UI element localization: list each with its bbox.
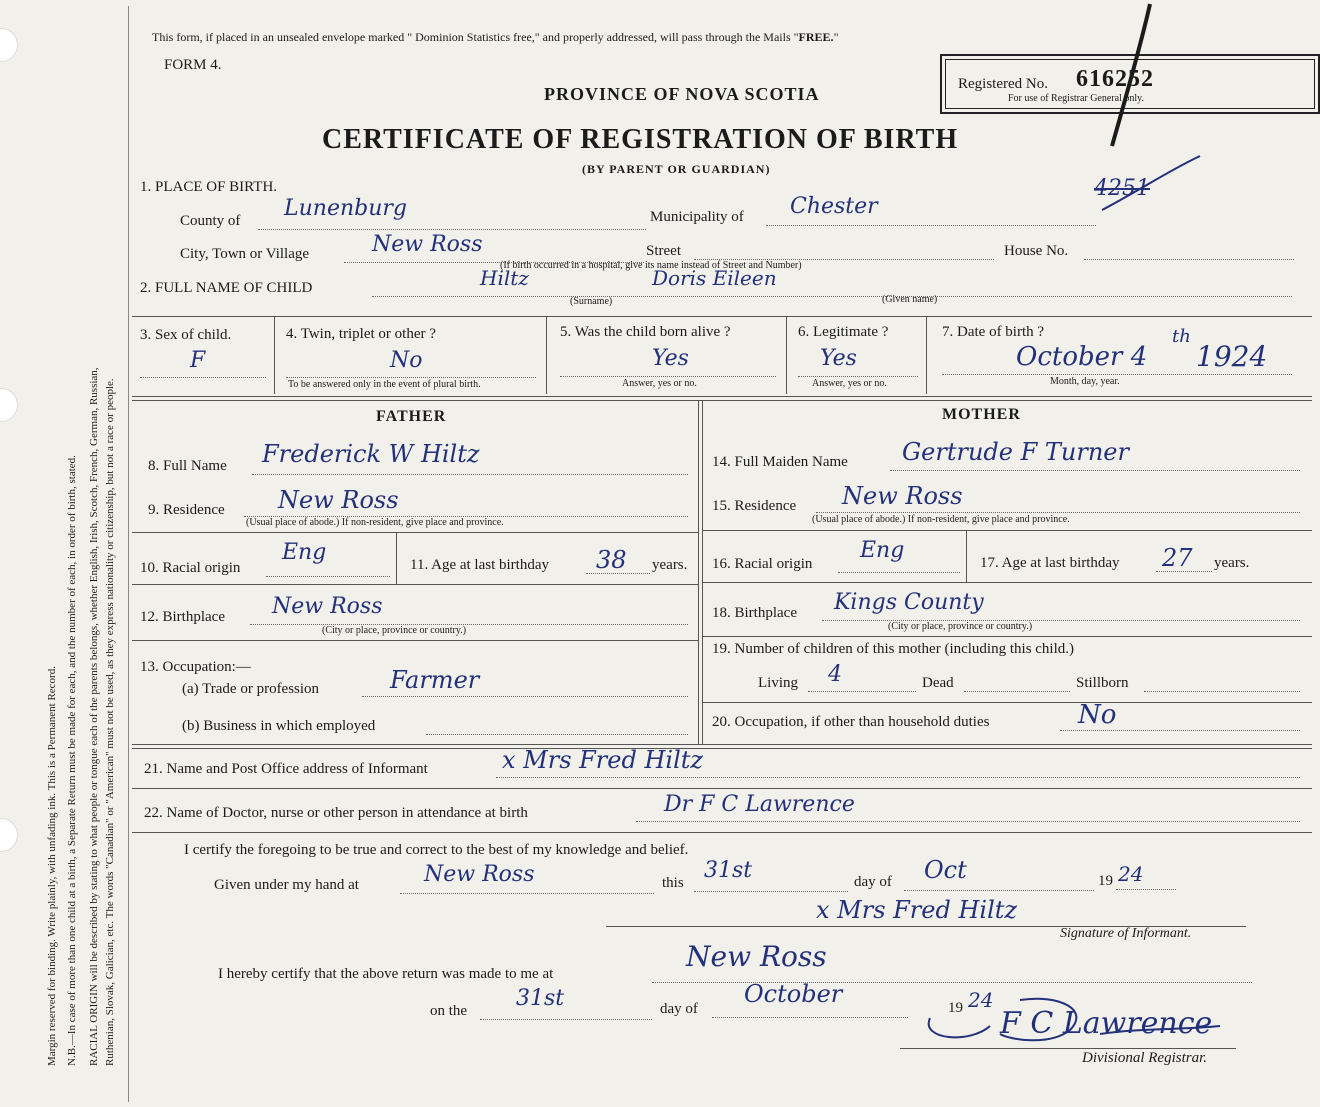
- born-alive-label: 5. Was the child born alive ?: [560, 324, 731, 340]
- father-birthplace-note: (City or place, province or country.): [322, 625, 467, 636]
- legitimate-label: 6. Legitimate ?: [798, 324, 889, 340]
- dead-label: Dead: [922, 675, 954, 691]
- father-business-label: (b) Business in which employed: [182, 718, 376, 734]
- street-label: Street: [646, 243, 681, 259]
- return-made-label: I hereby certify that the above return was made to me at: [218, 966, 554, 982]
- mother-birthplace-value: Kings County: [834, 590, 984, 615]
- date-of-birth-label: 7. Date of birth ?: [942, 324, 1045, 340]
- child-given-name-value: Doris Eileen: [652, 266, 777, 290]
- registrar-check-mark: [1080, 0, 1190, 150]
- mother-residence-label: 15. Residence: [712, 498, 797, 514]
- twin-label: 4. Twin, triplet or other ?: [286, 326, 436, 342]
- hospital-note: (If birth occurred in a hospital, give its name instead of Street and Number): [500, 260, 802, 271]
- legitimate-note: Answer, yes or no.: [812, 378, 887, 389]
- registered-value: 616252: [1076, 66, 1154, 92]
- father-name-value: Frederick W Hiltz: [262, 440, 480, 468]
- margin-racial-note-1: RACIAL ORIGIN will be described by stating to what people or tongue each of the parents belongs, whether English, Irish, Scotch, French, German, Russian,: [88, 367, 100, 1066]
- date-of-birth-suffix: th: [1172, 326, 1191, 347]
- given-day-of-label: day of: [854, 874, 892, 890]
- doctor-value: Dr F C Lawrence: [664, 792, 855, 817]
- margin-rule: [128, 6, 129, 1102]
- mother-occupation-label: 20. Occupation, if other than household duties: [712, 714, 990, 730]
- certificate-subtitle: (BY PARENT OR GUARDIAN): [582, 162, 771, 176]
- twin-value: No: [390, 348, 423, 373]
- this-label: this: [662, 875, 684, 891]
- father-trade-label: (a) Trade or profession: [182, 681, 320, 697]
- father-age-label: 11. Age at last birthday: [410, 557, 549, 573]
- registrar-note: For use of Registrar General only.: [1008, 93, 1144, 104]
- place-of-birth-heading: 1. PLACE OF BIRTH.: [140, 179, 278, 195]
- mother-birthplace-label: 18. Birthplace: [712, 605, 797, 621]
- certification-statement: I certify the foregoing to be true and correct to the best of my knowledge and belief.: [184, 842, 689, 858]
- margin-racial-note-2: Ruthenian, Slovak, Galician, etc. The words "Canadian" or "American" must not be used, as they express nationality or citizenship, but not a race or people.: [104, 378, 116, 1066]
- father-residence-value: New Ross: [278, 486, 399, 514]
- binding-hole-middle: [0, 388, 18, 422]
- city-label: City, Town or Village: [180, 246, 310, 262]
- mother-age-label: 17. Age at last birthday: [980, 555, 1120, 571]
- informant-signature: x Mrs Fred Hiltz: [816, 896, 1018, 924]
- twin-note: To be answered only in the event of plural birth.: [288, 379, 481, 390]
- sex-label: 3. Sex of child.: [140, 327, 232, 343]
- born-alive-value: Yes: [652, 346, 689, 371]
- mother-age-value: 27: [1162, 544, 1193, 572]
- certificate-title: CERTIFICATE OF REGISTRATION OF BIRTH: [322, 124, 959, 155]
- date-of-birth-year: 1924: [1196, 340, 1268, 373]
- registrar-signature-flourish: [900, 990, 1230, 1050]
- father-age-value: 38: [596, 546, 627, 574]
- mother-heading: MOTHER: [942, 406, 1021, 423]
- doctor-label: 22. Name of Doctor, nurse or other person in attendance at birth: [144, 805, 528, 821]
- municipality-value: Chester: [790, 194, 878, 219]
- informant-label: 21. Name and Post Office address of Informant: [144, 761, 428, 777]
- born-alive-note: Answer, yes or no.: [622, 378, 697, 389]
- given-under-label: Given under my hand at: [214, 877, 359, 893]
- stillborn-label: Stillborn: [1076, 675, 1129, 691]
- father-name-label: 8. Full Name: [148, 458, 227, 474]
- given-year-value: 24: [1118, 862, 1144, 886]
- father-heading: FATHER: [376, 408, 447, 425]
- surname-caption: (Surname): [570, 296, 613, 307]
- date-of-birth-value: October 4: [1016, 342, 1148, 372]
- mother-name-label: 14. Full Maiden Name: [712, 454, 848, 470]
- binding-hole-bottom: [0, 818, 18, 852]
- father-birthplace-value: New Ross: [272, 594, 383, 619]
- registrar-signature: F C Lawrence: [1000, 1006, 1213, 1041]
- province-heading: PROVINCE OF NOVA SCOTIA: [544, 84, 820, 104]
- father-racial-label: 10. Racial origin: [140, 560, 241, 576]
- mother-birthplace-note: (City or place, province or country.): [888, 621, 1033, 632]
- house-number-label: House No.: [1004, 243, 1069, 259]
- given-name-caption: (Given name): [882, 294, 938, 305]
- county-value: Lunenburg: [284, 196, 407, 221]
- mother-name-value: Gertrude F Turner: [902, 438, 1129, 466]
- margin-binding-note: Margin reserved for binding. Write plainly, with unfading ink. This is a Permanent Record.: [46, 666, 58, 1066]
- margin-nb-note: N.B.—In case of more than one child at a birth, a Separate Return must be made for each, and the number of each, in order of birth, stated.: [66, 455, 78, 1066]
- father-birthplace-label: 12. Birthplace: [140, 609, 225, 625]
- mother-racial-value: Eng: [860, 538, 905, 563]
- binding-hole-top: [0, 28, 18, 62]
- side-number-handwritten: 4251: [1094, 176, 1150, 201]
- municipality-label: Municipality of: [650, 209, 744, 225]
- city-value: New Ross: [372, 232, 483, 257]
- father-age-suffix: years.: [652, 557, 688, 573]
- given-day-value: 31st: [704, 858, 753, 883]
- mother-occupation-value: No: [1078, 700, 1117, 730]
- mother-children-label: 19. Number of children of this mother (including this child.): [712, 641, 1075, 657]
- given-place-value: New Ross: [424, 862, 535, 887]
- mother-residence-note: (Usual place of abode.) If non-resident, give place and province.: [812, 514, 1070, 525]
- informant-signature-caption: Signature of Informant.: [1060, 926, 1192, 941]
- registrar-caption: Divisional Registrar.: [1082, 1050, 1208, 1066]
- child-surname-value: Hiltz: [480, 266, 529, 290]
- father-racial-value: Eng: [282, 540, 327, 565]
- legitimate-value: Yes: [820, 346, 857, 371]
- living-value: 4: [828, 662, 842, 687]
- father-residence-label: 9. Residence: [148, 502, 225, 518]
- side-number-stroke: [1100, 150, 1210, 220]
- father-trade-value: Farmer: [390, 666, 480, 694]
- father-occupation-label: 13. Occupation:—: [140, 659, 251, 675]
- father-residence-note: (Usual place of abode.) If non-resident, give place and province.: [246, 517, 504, 528]
- living-label: Living: [758, 675, 798, 691]
- given-month-value: Oct: [924, 856, 967, 884]
- registered-label: Registered No.: [958, 76, 1048, 92]
- return-day-of-label: day of: [660, 1001, 698, 1017]
- return-year-prefix: 19: [948, 1000, 963, 1016]
- return-place-value: New Ross: [686, 940, 827, 973]
- form-number: FORM 4.: [164, 57, 222, 73]
- mother-age-suffix: years.: [1214, 555, 1250, 571]
- child-name-label: 2. FULL NAME OF CHILD: [140, 280, 313, 296]
- on-the-label: on the: [430, 1003, 468, 1019]
- county-label: County of: [180, 213, 241, 229]
- return-year-value: 24: [968, 988, 994, 1012]
- mother-racial-label: 16. Racial origin: [712, 556, 813, 572]
- date-of-birth-note: Month, day, year.: [1050, 376, 1120, 387]
- sex-value: F: [190, 348, 206, 373]
- return-day-value: 31st: [516, 986, 565, 1011]
- mother-residence-value: New Ross: [842, 482, 963, 510]
- informant-value: x Mrs Fred Hiltz: [502, 746, 704, 774]
- postal-note: This form, if placed in an unsealed envelope marked " Dominion Statistics free," and properly addressed, will pass through the Mails "FREE.": [152, 30, 839, 44]
- return-month-value: October: [744, 980, 843, 1008]
- given-year-prefix: 19: [1098, 873, 1113, 889]
